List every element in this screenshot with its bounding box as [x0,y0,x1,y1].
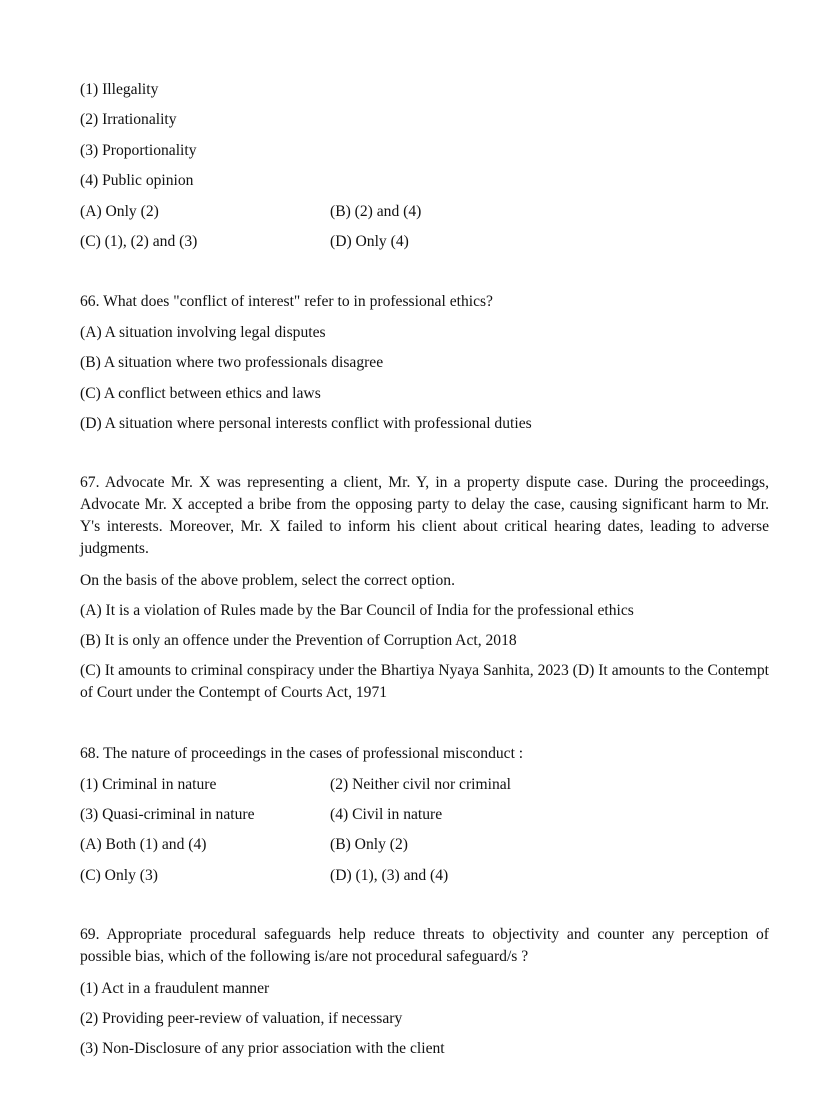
statement-item: (4) Public opinion [80,172,194,190]
answer-option-d: (D) (1), (3) and (4) [330,866,449,884]
answer-option-d: (D) Only (4) [330,232,409,250]
statement-item: (1) Illegality [80,81,159,98]
statement-item: (2) Providing peer-review of valuation, if necessary [80,1009,403,1027]
instruction-text: On the basis of the above problem, select the correct option. [80,571,455,589]
statement-item: (3) Quasi-criminal in nature [80,806,255,824]
answer-option-a: (A) It is a violation of Rules made by the Bar Council of India for the professional ethics [80,602,634,620]
answer-option-a: (A) Only (2) [80,202,159,220]
statements-row [80,773,769,803]
answer-option-c: (C) A conflict between ethics and laws [80,384,321,402]
statement-item: (2) Irrationality [80,111,177,129]
question-65-block [80,78,769,260]
answer-option-a: (A) A situation involving legal disputes [80,323,326,341]
statement-item: (4) Civil in nature [330,806,443,824]
answer-options-row [80,200,769,230]
statement-item: (3) Non-Disclosure of any prior association with the client [80,1040,445,1058]
answer-option-c-d: (C) It amounts to criminal conspiracy under the Bhartiya Nyaya Sanhita, 2023 (D) It amounts to the Contempt of Court under the Contempt of Courts Act, 1971 [80,661,769,701]
question-69-block [80,924,769,1068]
question-text: 67. Advocate Mr. X was representing a client, Mr. Y, in a property dispute case. During the proceedings, Advocate Mr. X accepted a bribe from the opposing party to delay the case, causing significant harm to Mr. Y's interests. Moreover, Mr. X failed to inform his client about critical hearing dates, leading to adverse judgments. [80,474,769,558]
statement-item: (1) Act in a fraudulent manner [80,979,270,997]
answer-options-row [80,230,769,260]
answer-option-b: (B) Only (2) [330,836,408,854]
answer-options-row [80,864,769,894]
answer-option-b: (B) (2) and (4) [330,202,422,220]
question-66-block [80,290,769,442]
question-67-block [80,472,769,704]
question-text: 66. What does "conflict of interest" refer to in professional ethics? [80,293,493,311]
answer-option-a: (A) Both (1) and (4) [80,836,207,854]
answer-option-c: (C) Only (3) [80,866,158,884]
statement-item: (2) Neither civil nor criminal [330,775,511,793]
question-text: 68. The nature of proceedings in the cases of professional misconduct : [80,745,524,763]
question-68-block [80,742,769,894]
statements-row [80,803,769,833]
statement-item: (3) Proportionality [80,141,197,159]
answer-option-d: (D) A situation where personal interests conflict with professional duties [80,414,532,432]
statement-item: (1) Criminal in nature [80,775,217,793]
question-text: 69. Appropriate procedural safeguards help reduce threats to objectivity and counter any perception of possible bias, which of the following is/are not procedural safeguard/s ? [80,926,769,966]
answer-option-b: (B) It is only an offence under the Prevention of Corruption Act, 2018 [80,632,517,650]
answer-option-c: (C) (1), (2) and (3) [80,232,198,250]
answer-options-row [80,833,769,863]
document-page [80,78,769,1068]
answer-option-b: (B) A situation where two professionals disagree [80,354,384,372]
